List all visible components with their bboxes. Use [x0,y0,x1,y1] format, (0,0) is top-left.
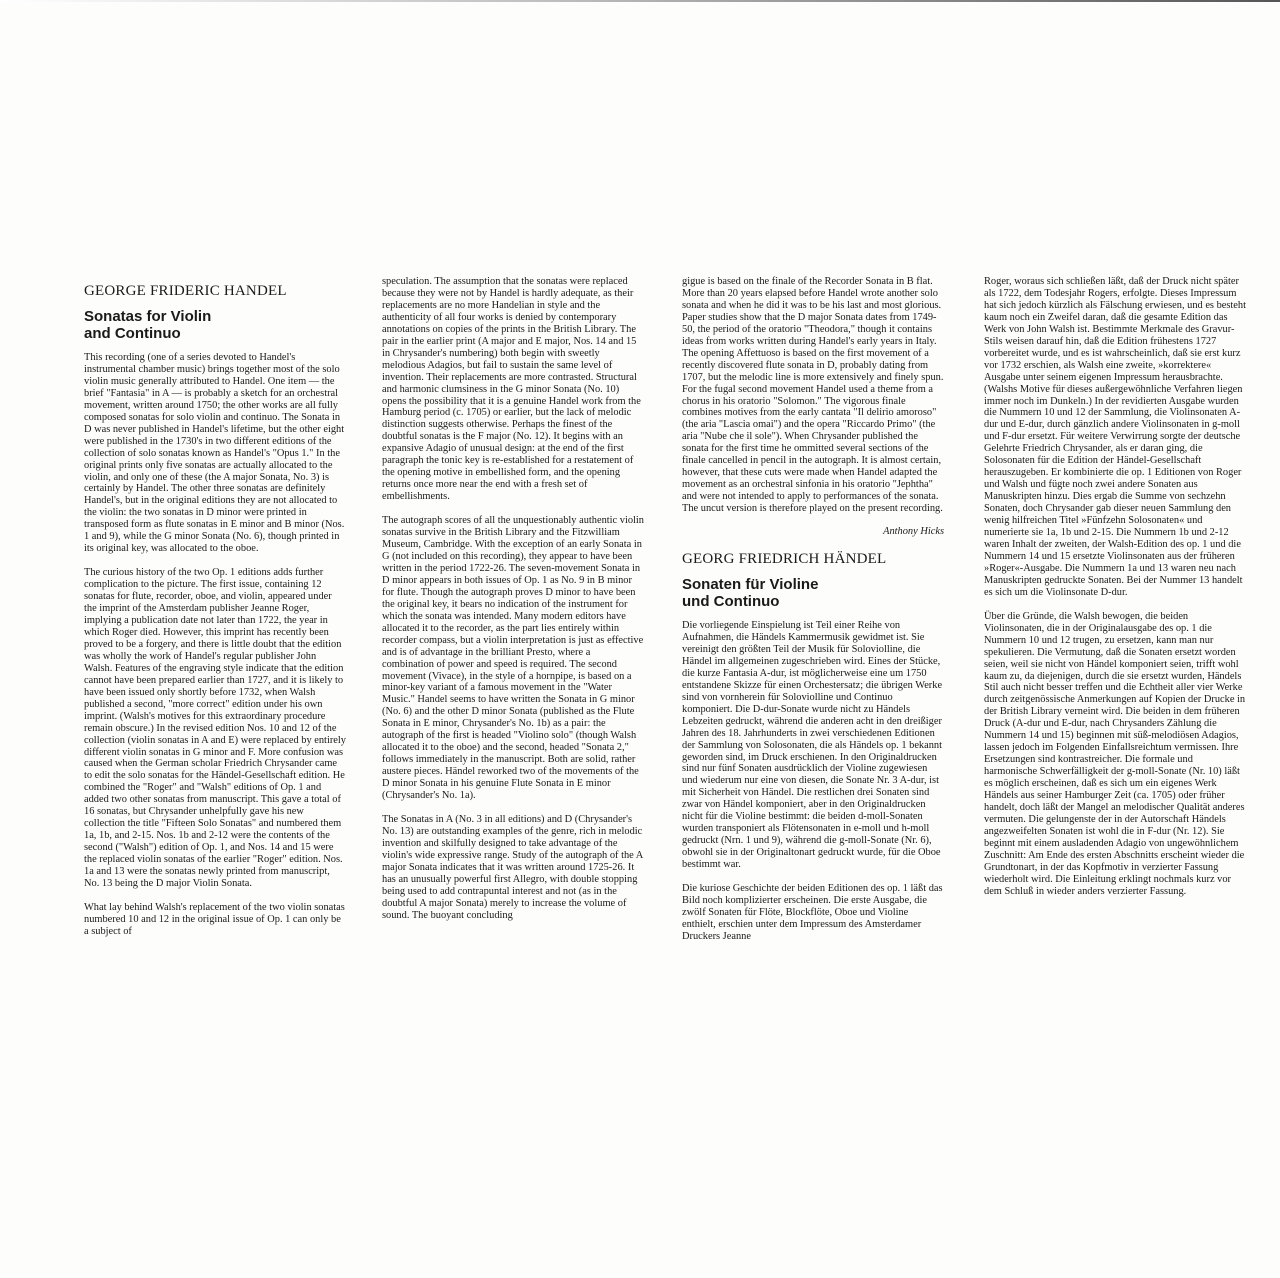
top-edge-line [0,0,1280,2]
work-title-en [84,308,346,342]
paragraph: Über die Gründe, die Walsh bewogen, die beiden Violinsonaten, die in der Originalausgabe des op. 1 die Nummern 10 und 12 trugen, zu ersetzen, kann man nur spekulieren. Die Vermutung, daß die Sonaten ersetzt worden seien, weil sie nicht von Händel komponiert seien, trifft wohl kaum zu, da diejenigen, durch die sie ersetzt wurden, Händels Stil auch nicht besser treffen und die Echtheit aller vier Werke durch zeitgenössische Anmerkungen auf Kopien der Drucke in der British Library verneint wird. Die beiden in dem früheren Druck (A-dur und E-dur, nach Chrysanders Zählung die Nummern 14 und 15) beginnen mit süß-melodiösen Adagios, lassen jedoch im Folgenden Einfallsreichtum vermissen. Ihre Ersetzungen sind kontrastreicher. Die formale und harmonische Schwerfälligkeit der g-moll-Sonate (Nr. 10) läßt es möglich erscheinen, daß es sich um ein eigenes Werk Händels aus seiner Hamburger Zeit (ca. 1705) oder früher handelt, doch läßt der Mangel an melodischer Qualität anderes vermuten. Die gelungenste der in der Autorschaft Händels angezweifelten Sonaten ist wohl die in F-dur (Nr. 12). Sie beginnt mit einem ausladenden Adagio von ungewöhnlichem Zuschnitt: Am Ende des ersten Abschnitts erscheint wieder die Grundtonart, in der das Kopfmotiv in verzierter Fassung wiederholt wird. Die Einleitung erklingt nochmals kurz vor dem Schluß in wieder anders verzierter Fassung. [984,610,1246,897]
work-title-de [682,576,944,610]
work-title-de-line-2: und Continuo [682,593,780,611]
composer-heading-en: GEORGE FRIDERIC HANDEL [84,283,287,299]
paragraph: gigue is based on the finale of the Recorder Sonata in B flat. More than 20 years elapsed before Handel wrote another solo sonata and when he did it was to be his last and most glorious. Paper studies show that the D major Sonata dates from 1749-50, the period of the oratorio "Theodora," though it contains ideas from works written during Handel's early years in Italy. The opening Affettuoso is based on the first movement of a recently discovered flute sonata in D, probably dating from 1707, but the melodic line is more extensively and finely spun. For the fugal second movement Handel used a theme from a chorus in his oratorio "Solomon." The vigorous finale combines motives from the early cantata "Il delirio amoroso" (the aria "Lascia omai") and the opera "Riccardo Primo" (the aria "Nube che il sole"). When Chrysander published the sonata for the first time he ommitted several sections of the finale cancelled in pencil in the autograph. It is almost certain, however, that these cuts were made when Handel adapted the movement as an orchestral sinfonia in his oratorio "Jephtha" and were not intended to apply to performances of the sonata. The uncut version is therefore played on the present recording. [682,276,944,515]
paragraph: speculation. The assumption that the sonatas were replaced because they were not by Handel is hardly adequate, as their replacements are no more Handelian in style and the authenticity of all four works is denied by contemporary annotations on copies of the prints in the British Library. The pair in the earlier print (A major and E major, Nos. 14 and 15 in Chrysander's numbering) both begin with sweetly melodious Adagios, but fail to sustain the same level of invention. Their replacements are more contrasted. Structural and harmonic clumsiness in the G minor Sonata (No. 10) opens the possibility that it is a genuine Handel work from the Hamburg period (c. 1705) or earlier, but the lack of melodic distinction suggests otherwise. Perhaps the finest of the doubtful sonatas is the F major (No. 12). It begins with an expansive Adagio of unusual design: at the end of the first paragraph the tonic key is re-established for a restatement of the opening motive in embellished form, and the opening returns once more near the end with a fresh set of embellishments. [382,276,641,503]
text-column-4 [984,276,1246,898]
composer-heading-de: GEORG FRIEDRICH HÄNDEL [682,551,887,568]
text-column-3 [682,276,944,943]
work-title-en-line-1: Sonatas for Violin [84,308,212,325]
work-title-en-line-2: and Continuo [84,325,181,342]
paragraph: The autograph scores of all the unquestionably authentic violin sonatas survive in the British Library and the Fitzwilliam Museum, Cambridge. With the exception of an early Sonata in G (not included on this recording), they appear to have been written in the period 1722-26. The seven-movement Sonata in D minor appears in both issues of Op. 1 as No. 9 in B minor for flute. Though the autograph proves D minor to have been the original key, it bears no indication of the instrument for which the sonata was intended. Many modern editors have allocated it to the recorder, as the part lies entirely within recorder compass, but a violin interpretation is just as effective and is of advantage in the brilliant Presto, where a combination of power and speed is required. The second movement (Vivace), in the style of a hornpipe, is based on a minor-key variant of a famous movement in the "Water Music." Handel seems to have written the Sonata in G minor (No. 6) and the other D minor Sonata (published as the Flute Sonata in E minor, Chrysander's No. 1b) as a pair: the autograph of the first is headed "Violino solo" (though Walsh allocated it to the oboe) and the second, headed "Sonata 2," follows immediately in the manuscript. Both are solid, rather austere pieces. Händel reworked two of the movements of the D minor Sonata in his genuine Flute Sonata in E minor (Chrysander's No. 1a). [382,515,645,802]
author-signature: Anthony Hicks [883,526,944,538]
paragraph: What lay behind Walsh's replacement of the two violin sonatas numbered 10 and 12 in the original issue of Op. 1 can only be a subject of [84,901,345,937]
paragraph: Die kuriose Geschichte der beiden Editionen des op. 1 läßt das Bild noch komplizierter erscheinen. Die erste Ausgabe, die zwölf Sonaten für Flöte, Blockflöte, Oboe und Violine enthielt, erschien unter dem Impressum des Amsterdamer Druckers Jeanne [682,883,943,942]
paragraph: Roger, woraus sich schließen läßt, daß der Druck nicht später als 1722, dem Todesjahr Rogers, erfolgte. Dieses Impressum hat sich jedoch kürzlich als Fälschung erwiesen, und es besteht kaum noch ein Zweifel daran, daß die gesamte Edition das Werk von John Walsh ist. Bestimmte Merkmale des Gravur-Stils weisen darauf hin, daß die Edition frühestens 1727 vorbereitet wurde, und es ist wahrscheinlich, daß sie erst kurz vor 1732 erschien, als Walsh eine zweite, »korrektere« Ausgabe unter seinem eigenen Impressum herausbrachte. (Walshs Motive für dieses außergewöhnliche Verfahren liegen immer noch im Dunkeln.) In der revidierten Ausgabe wurden die Nummern 10 und 12 der Sammlung, die Violinsonaten A-dur und E-dur, durch gänzlich andere Violinsonaten in g-moll und F-dur ersetzt. Für weitere Verwirrung sorgte der deutsche Gelehrte Friedrich Chrysander, als er daran ging, die Solosonaten für die Edition der Händel-Gesellschaft herauszugeben. Er kombinierte die op. 1 Editionen von Roger und Walsh und fügte noch zwei andere Sonaten aus Manuskripten hinzu. Dies ergab die Summe von sechzehn Sonaten, doch Chrysander gab dieser neuen Sammlung den wenig hilfreichen Titel »Fünfzehn Solosonaten« und numerierte sie 1a, 1b und 2-15. Die Nummern 1b und 2-12 waren Inhalt der zweiten, der Walsh-Edition des op. 1 und die Nummern 14 und 15 ersetzte Violinsonaten aus der früheren »Roger«-Ausgabe. Die Nummern 1a und 13 waren neu nach Manuskripten gedruckte Sonaten. Bei der Nummer 13 handelt es sich um die Violinsonate D-dur. [984,276,1247,598]
paragraph: The Sonatas in A (No. 3 in all editions) and D (Chrysander's No. 13) are outstanding examples of the genre, rich in melodic invention and skilfully designed to take advantage of the violin's wide expressive range. Study of the autograph of the A major Sonata indicates that it was written around 1725-26. It has an unusually powerful first Allegro, with double stopping being used to add contrapuntal interest and not (as in the doubtful A major Sonata) merely to increase the volume of sound. The buoyant concluding [382,813,643,921]
paragraph: The curious history of the two Op. 1 editions adds further complication to the picture. The first issue, containing 12 sonatas for flute, recorder, oboe, and violin, appeared under the imprint of the Amsterdam publisher Jeanne Roger, implying a publication date not later than 1722, the year in which Roger died. However, this imprint has recently been proved to be a forgery, and there is little doubt that the edition was wholly the work of Handel's regular publisher John Walsh. Features of the engraving style indicate that the edition cannot have been prepared earlier than 1727, and it is likely to have been issued only shortly before 1732, when Walsh published a second, "more correct" edition under his own imprint. (Walsh's motives for this extraordinary procedure remain obscure.) In the revised edition Nos. 10 and 12 of the collection (violin sonatas in A and E) were replaced by entirely different violin sonatas in G minor and F. More confusion was caused when the German scholar Friedrich Chrysander came to edit the solo sonatas for the Händel-Gesellschaft edition. He combined the "Roger" and "Walsh" editions of Op. 1 and added two other sonatas from manuscript. This gave a total of 16 sonatas, but Chrysander unhelpfully gave his new collection the title "Fifteen Solo Sonatas" and numbered them 1a, 1b, and 2-15. Nos. 1b and 2-12 were the contents of the second ("Walsh") edition of Op. 1, and Nos. 14 and 15 were the replaced violin sonatas of the earlier "Roger" edition. Nos. 1a and 13 were the sonatas newly printed from manuscript, No. 13 being the D major Violin Sonata. [84,567,346,889]
work-title-de-line-1: Sonaten für Violine [682,576,819,594]
paragraph: Die vorliegende Einspielung ist Teil einer Reihe von Aufnahmen, die Händels Kammermusik gewidmet ist. Sie vereinigt den größten Teil der Musik für Soloviolline, die Händel im allgemeinen zugeschrieben wird. Eines der Stücke, die kurze Fantasia A-dur, ist möglicherweise eine um 1750 entstandene Skizze für einen Orchestersatz; die übrigen Werke sind von vornherein für Soloviolline und Continuo komponiert. Die D-dur-Sonate wurde nicht zu Händels Lebzeiten gedruckt, während die anderen acht in den dreißiger Jahren des 18. Jahrhunderts in zwei verschiedenen Editionen der Sammlung von Solosonaten, die als Händels op. 1 bekannt geworden sind, im Druck erschienen. In den Originaldrucken sind nur fünf Sonaten ausdrücklich der Violine zugewiesen und wiederum nur eine von diesen, die Sonate Nr. 3 A-dur, ist mit Sicherheit von Händel. Die restlichen drei Sonaten sind zwar von Händel komponiert, aber in den Originaldrucken nicht für die Violine bestimmt: die beiden d-moll-Sonaten wurden transponiert als Flötensonaten in e-moll und h-moll gedruckt (Nrn. 1 und 9), während die g-moll-Sonate (Nr. 6), obwohl sie in der Originaltonart gedruckt wurde, für die Oboe bestimmt war. [682,620,943,871]
text-column-2 [382,276,644,922]
paragraph: This recording (one of a series devoted to Handel's instrumental chamber music) brings together most of the solo violin music generally attributed to Handel. One item — the brief "Fantasia" in A — is probably a sketch for an orchestral movement, written around 1750; the other works are all fully composed sonatas for solo violin and continuo. The Sonata in D was never published in Handel's lifetime, but the other eight were published in the 1730's in two different editions of the collection of solo sonatas known as Handel's "Opus 1." In the original prints only five sonatas are actually allocated to the violin, and only one of these (the A major Sonata, No. 3) is certainly by Handel. The other three sonatas are definitely Handel's, but in the original editions they are not allocated to the violin: the two sonatas in D minor were printed in transposed form as flute sonatas in E minor and B minor (Nos. 1 and 9), while the G minor Sonata (No. 6), though printed in its original key, was allocated to the oboe. [84,352,345,555]
text-column-1 [84,282,346,938]
